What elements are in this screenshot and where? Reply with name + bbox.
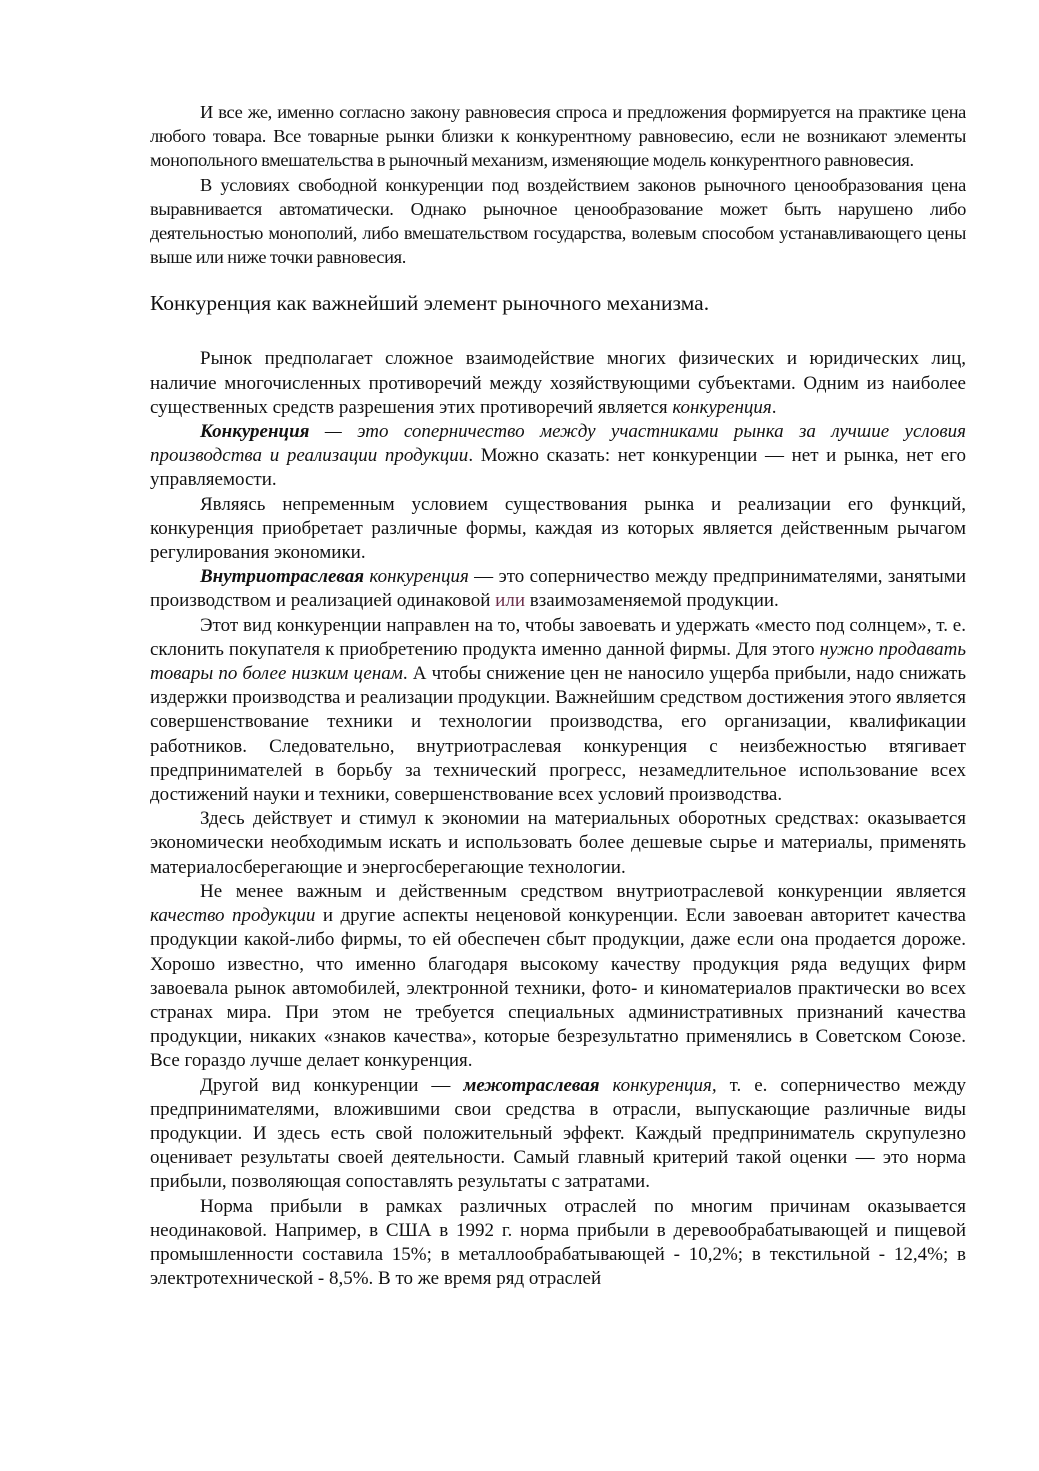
inter-term-bold: межотраслевая (463, 1074, 600, 1096)
inter-term-italic: конкуренция, (599, 1074, 717, 1096)
quality-text-b: и другие аспекты неценовой конкуренции. Если завоеван авторитет качества продукции какой-либо фирмы, то ей обеспечен сбыт продукции, даже если она продается дороже. Хорошо известно, что именно благодаря высокому качеству продукция ряда ведущих фирм завоевала рынок автомобилей, электронной техники, фото- и киноматериалов практически во всех странах мира. При этом не требуется специальных административных признаний качества продукции, никаких «знаков качества», которые безрезультатно применялись в Советском Союзе. Все гораздо лучше делает конкуренция. (150, 905, 966, 1072)
paragraph-forms: Являясь непременным условием существования рынка и реализации его функций, конкуренция приобретает различные формы, каждая из которых является действенным рычагом регулирования экономики. (150, 493, 966, 564)
paragraph-market-end: . (771, 396, 777, 418)
paragraph-profit-rate: Норма прибыли в рамках различных отраслей по многим причинам оказывается неодинаковой. Например, в США в 1992 г. норма прибыли в деревообрабатывающей и пищевой промышленности составила 15%; в металлообрабатывающей - 10,2%; в текстильной - 12,4%; в электротехнической - 8,5%. В то же время ряд отраслей (150, 1195, 966, 1290)
paragraph-market (150, 347, 966, 420)
paragraph-economy: Здесь действует и стимул к экономии на материальных оборотных средствах: оказывается экономически необходимым искать и использовать более дешевые сырье и материалы, применять материалосберегающие и энергосберегающие технологии. (150, 808, 966, 878)
document-page (150, 100, 966, 1291)
definition-term: Конкуренция (200, 421, 310, 443)
paragraph-definition (150, 420, 966, 493)
quality-text-a: Не менее важным и действенным средством внутриотраслевой конкуренции является (200, 880, 966, 902)
section-title: Конкуренция как важнейший элемент рыночного механизма. (150, 291, 710, 316)
price-text-a: Этот вид конкуренции направлен на то, чтобы завоевать и удержать «место под солнцем», т. е. склонить покупателя к приобретению продукта именно данной фирмы. Для этого (150, 614, 966, 660)
term-competition: конкуренция (672, 396, 772, 418)
definition-rest: . Можно сказать: нет конкуренции — нет и рынка, нет его управляемости. (150, 445, 966, 491)
paragraph-inter-industry (150, 1074, 966, 1195)
definition-text: — это соперничество между участниками рынка за лучшие условия производства и реализации продукции (150, 421, 966, 467)
paragraph-market-text: Рынок предполагает сложное взаимодействие многих физических и юридических лиц, наличие многочисленных противоречий между хозяйствующими субъектами. Одним из наиболее существенных средств разрешения этих противоречий является (150, 348, 966, 418)
inter-text-b: т. е. соперничество между предпринимателями, вложившими свои средства в отрасли, выпускающие различные виды продукции. И здесь есть свой положительный эффект. Каждый предприниматель скрупулезно оценивает результаты своей деятельности. Самый главный критерий такой оценки — это норма прибыли, позволяющая сопоставлять результаты с затратами. (150, 1074, 966, 1193)
paragraph-quality (150, 880, 966, 1074)
price-italic: нужно продавать товары по более низким ценам (150, 638, 966, 685)
price-text-b: . А чтобы снижение цен не наносило ущерба прибыли, надо снижать издержки производства и реализации продукции. Важнейшим средством достижения этого является совершенствование техники и технологии производства, его организации, квалификации работников. Следовательно, внутриотраслевая конкуренция с неизбежностью втягивает предпринимателей в борьбу за технический прогресс, незамедлительное использование всех достижений науки и техники, совершенствование всех условий производства. (150, 663, 966, 806)
intro-paragraph-2: В условиях свободной конкуренции под воздействием законов рыночного ценообразования цена выравнивается автоматически. Однако рыночное ценообразование может быть нарушено либо деятельностью монополий, либо вмешательством государства, волевым способом устанавливающего цены выше или ниже точки равновесия. (150, 174, 966, 268)
intra-text-a: — это соперничество между предпринимателями, занятыми производством и реализацией одинаковой (150, 566, 966, 612)
quality-italic: качество продукции (150, 905, 316, 927)
intra-accent-word: или (495, 590, 525, 612)
intra-term-italic: конкуренция (364, 566, 469, 588)
intro-paragraph-1: И все же, именно согласно закону равновесия спроса и предложения формируется на практике цена любого товара. Все товарные рынки близки к конкурентному равновесию, если не возникают элементы монопольного вмешательства в рыночный механизм, изменяющие модель конкурентного равновесия. (150, 102, 966, 171)
paragraph-price (150, 614, 966, 808)
paragraph-intra-industry (150, 565, 966, 613)
inter-text-a: Другой вид конкуренции — (200, 1074, 464, 1096)
intra-text-b: взаимозаменяемой продукции. (525, 590, 779, 612)
intra-term-bold: Внутриотраслевая (200, 566, 365, 588)
